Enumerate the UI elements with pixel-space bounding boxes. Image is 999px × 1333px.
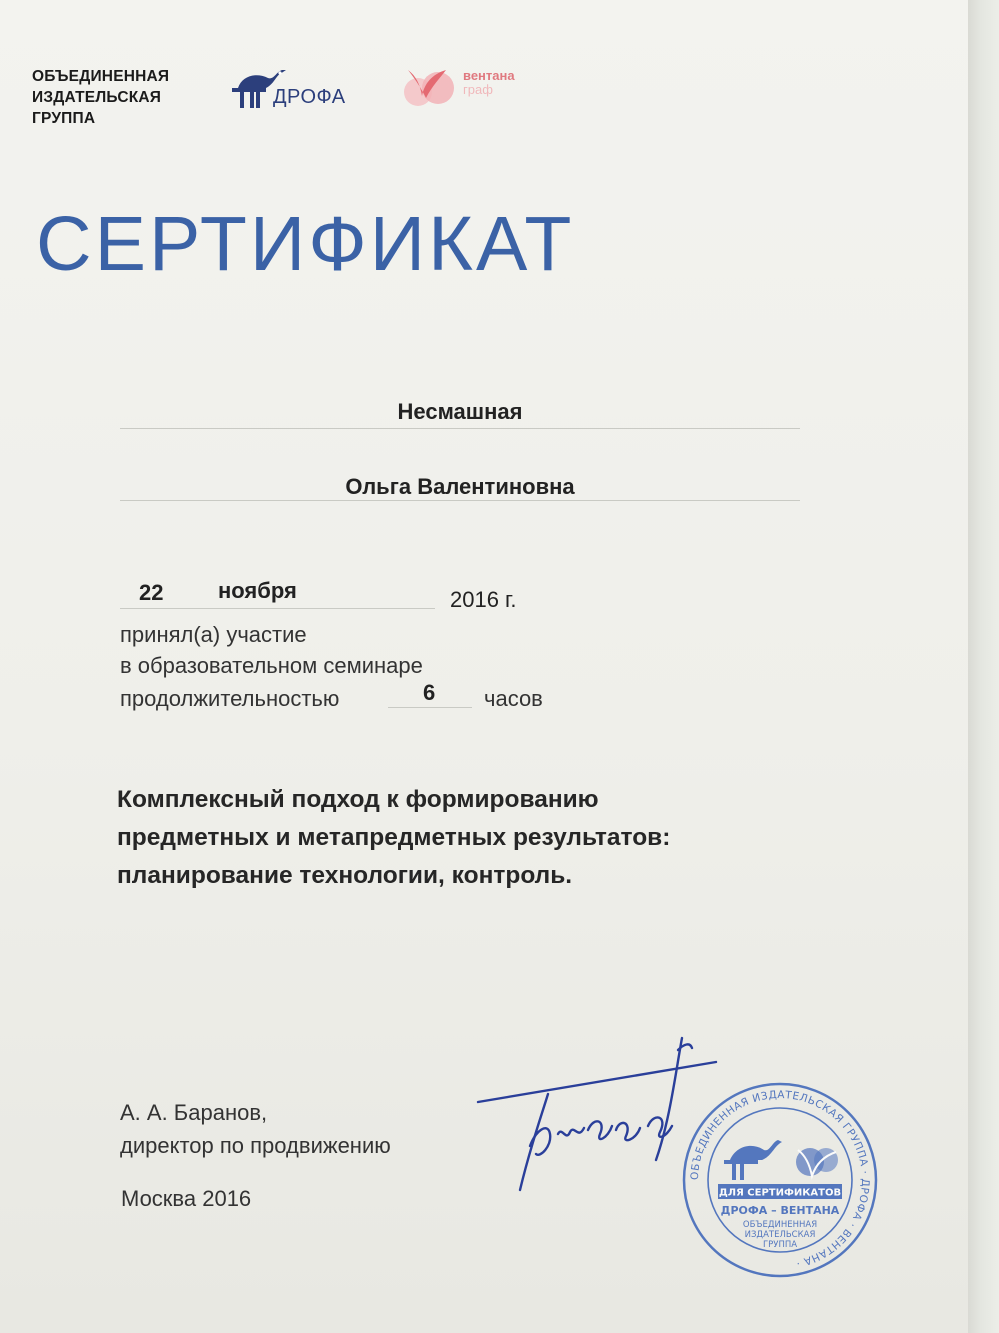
certificate-title: СЕРТИФИКАТ xyxy=(36,201,575,287)
org-line-3: ГРУППА xyxy=(32,110,96,127)
seminar-topic xyxy=(117,781,670,895)
org-line-1: ОБЪЕДИНЕННАЯ xyxy=(32,68,170,85)
org-line-2: ИЗДАТЕЛЬСКАЯ xyxy=(32,89,162,106)
signer-name: А. А. Баранов, xyxy=(120,1100,268,1125)
name-underline xyxy=(120,500,800,501)
stamp-ring-text: ОБЪЕДИНЕННАЯ ИЗДАТЕЛЬСКАЯ ГРУППА · ДРОФА · ВЕНТАНА · xyxy=(688,1088,872,1270)
signer-block xyxy=(120,1096,391,1162)
topic-line-1: Комплексный подход к формированию xyxy=(117,786,599,813)
publisher-group-name xyxy=(32,66,169,129)
hours-underline xyxy=(388,707,472,708)
date-day: 22 xyxy=(139,580,164,605)
stamp-banner: ДЛЯ СЕРТИФИКАТОВ xyxy=(718,1187,842,1199)
participation-line-1: принял(а) участие xyxy=(120,622,307,647)
date-month: ноября xyxy=(218,578,297,603)
participation-line-2: в образовательном семинаре xyxy=(120,653,423,678)
stamp-line-4: ГРУППА xyxy=(762,1240,798,1250)
stamp-line-2: ОБЪЕДИНЕННАЯ xyxy=(742,1220,818,1230)
signer-position: директор по продвижению xyxy=(120,1133,391,1158)
date-underline xyxy=(120,608,435,609)
place-year: Москва 2016 xyxy=(121,1186,252,1211)
ventana-bird-icon xyxy=(402,62,458,108)
stamp-line-1: ДРОФА – ВЕНТАНА xyxy=(720,1204,840,1217)
ventana-wordmark: вентана xyxy=(463,68,515,83)
topic-line-3: планирование технологии, контроль. xyxy=(117,862,573,889)
recipient-surname: Несмашная xyxy=(397,399,523,424)
stamp-line-3: ИЗДАТЕЛЬСКАЯ xyxy=(744,1230,816,1240)
surname-underline xyxy=(120,428,800,429)
recipient-given-names: Ольга Валентиновна xyxy=(345,474,575,499)
date-year: 2016 г. xyxy=(450,587,517,612)
topic-line-2: предметных и метапредметных результатов: xyxy=(117,824,671,851)
duration-hours: 6 xyxy=(423,680,436,705)
page-edge-background xyxy=(968,0,999,1333)
duration-unit: часов xyxy=(484,686,543,711)
stamp-icon xyxy=(680,1080,880,1280)
duration-prefix: продолжительностью xyxy=(120,686,340,711)
drofa-wordmark: ДРОФА xyxy=(273,86,346,108)
ventana-sub-wordmark: граф xyxy=(463,82,493,97)
